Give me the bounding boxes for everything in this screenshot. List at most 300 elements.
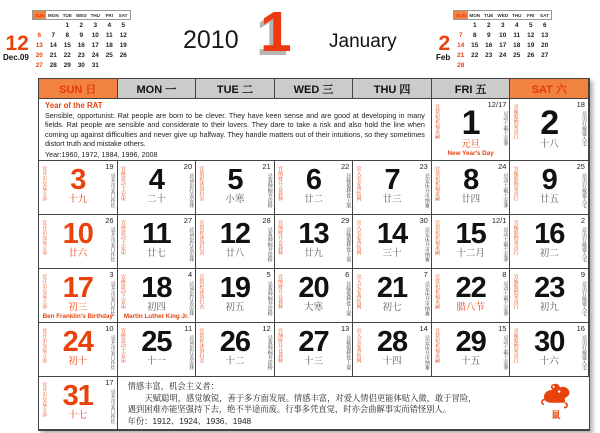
lunar-label: 十二月: [456, 248, 485, 259]
day-cell-5: [196, 161, 275, 215]
day-cell-25: [118, 323, 197, 377]
mini-weekday-tue: TUE: [60, 11, 74, 20]
lunar-day-corner: 5: [266, 270, 271, 279]
lunar-day-corner: 2: [580, 216, 585, 225]
lunar-day-corner: 22: [340, 162, 350, 171]
mini-weekday-thu: THU: [88, 11, 102, 20]
day-cell-27: [275, 323, 354, 377]
rat-intro-years: Year:1960, 1972, 1984, 1996, 2008: [45, 149, 158, 159]
mini-day-empty: [496, 60, 510, 70]
day-cell-23: [510, 269, 589, 323]
almanac-yi-column: 宜开市交易立券: [41, 382, 48, 417]
mini-day-empty: [116, 60, 130, 70]
lunar-day-corner: 6: [345, 270, 350, 279]
year-label: 2010: [183, 26, 239, 54]
lunar-label: 腊八节: [456, 302, 485, 313]
day-number: 26: [219, 326, 251, 358]
almanac-ji-column: 忌出行嫁娶入宅: [580, 227, 587, 262]
day-cell-19: [196, 269, 275, 323]
lunar-day-corner: 13: [340, 324, 350, 333]
mini-day-23: 23: [485, 51, 493, 59]
almanac-yi-column: 宜嫁娶纳采出行: [512, 104, 519, 139]
almanac-yi-column: 宜嫁娶纳采出行: [512, 220, 519, 255]
almanac-ji-column: 忌嫁娶移徙上梁: [345, 227, 352, 262]
lunar-day-corner: 15: [498, 324, 507, 333]
almanac-ji-column: 忌开市安门作灶: [109, 227, 116, 262]
almanac-yi-column: 宜祭祀祈福求嗣: [434, 166, 441, 201]
mini-day-9: 9: [486, 31, 491, 39]
mini-day-25: 25: [105, 51, 113, 59]
mini-day-18: 18: [513, 41, 521, 49]
lunar-label: 十七: [68, 410, 88, 421]
day-cell-17: [39, 269, 118, 323]
almanac-ji-column: 忌出行嫁娶入宅: [580, 173, 587, 208]
day-cell-6: [275, 161, 354, 215]
lunar-label: 大寒: [303, 302, 323, 313]
lunar-day-corner: 21: [262, 162, 271, 171]
almanac-yi-column: 宜祭祀祈福求嗣: [434, 328, 441, 363]
day-number: 20: [298, 272, 329, 304]
mini-weekday-thu: THU: [510, 11, 524, 20]
almanac-ji-column: 忌开市安门作灶: [109, 389, 116, 424]
lunar-label: 初九: [539, 302, 559, 313]
lunar-label: 廿二: [303, 194, 323, 205]
mini-day-empty: [454, 20, 468, 31]
mini-day-15: 15: [63, 41, 71, 49]
mini-day-28: 28: [49, 61, 57, 69]
mini-day-21: 21: [457, 51, 465, 59]
day-cell-9: [510, 161, 589, 215]
weekday-header-6: SAT 六: [510, 79, 589, 99]
month-number-big: 1: [260, 0, 292, 64]
mini-day-14: 14: [457, 41, 465, 49]
mini-weekday-sun: SUN: [454, 11, 468, 20]
holiday-label: New Year's Day: [447, 150, 494, 158]
almanac-ji-column: 忌嫁娶移徙上梁: [345, 173, 352, 208]
lunar-label: 十一: [146, 356, 166, 367]
mini-day-26: 26: [119, 51, 127, 59]
day-number: 1: [461, 104, 480, 142]
weekday-header-1: MON 一: [118, 79, 197, 99]
almanac-yi-column: 宜祭祀沐浴扫舍: [198, 220, 205, 255]
mini-weekday-sat: SAT: [538, 11, 552, 20]
lunar-label: 初十: [68, 356, 88, 367]
lunar-label: 十六: [539, 356, 559, 367]
lunar-label: 廿四: [461, 194, 481, 205]
day-cell-7: [353, 161, 432, 215]
almanac-yi-column: 宜祭祀祈福求嗣: [434, 274, 441, 309]
mini-day-empty: [102, 60, 116, 70]
mini-day-empty: [32, 20, 46, 31]
lunar-day-corner: 20: [183, 162, 193, 171]
mini-day-empty: [482, 60, 496, 70]
lunar-label: 三十: [382, 248, 402, 259]
dec-month-text: Dec.09: [3, 53, 29, 62]
day-cell-3: [39, 161, 118, 215]
mini-day-17: 17: [499, 41, 507, 49]
mini-day-10: 10: [91, 31, 99, 39]
almanac-ji-column: 忌开市安门作灶: [109, 335, 116, 370]
lunar-day-corner: 7: [423, 270, 428, 279]
lunar-day-corner: 24: [498, 162, 507, 171]
mini-day-2: 2: [486, 21, 491, 29]
almanac-yi-column: 宜开市交易立券: [41, 220, 48, 255]
almanac-yi-column: 宜入宅安香结网: [355, 220, 362, 255]
lunar-label: 初三: [68, 302, 88, 313]
almanac-ji-column: 忌出行嫁娶入宅: [580, 335, 587, 370]
lunar-label: 初四: [146, 302, 166, 313]
mini-day-15: 15: [471, 41, 479, 49]
lunar-day-corner: 4: [187, 270, 193, 279]
almanac-ji-column: 忌嫁娶移徙上梁: [345, 281, 352, 316]
almanac-ji-column: 忌栽种掘井造桥: [266, 281, 273, 316]
almanac-yi-column: 宜入宅安香结网: [355, 166, 362, 201]
mini-weekday-fri: FRI: [524, 11, 538, 20]
mini-day-19: 19: [119, 41, 127, 49]
mini-day-24: 24: [91, 51, 99, 59]
day-cell-12: [196, 215, 275, 269]
almanac-ji-column: 忌词讼行丧安葬: [188, 173, 195, 208]
day-cell-22: [432, 269, 511, 323]
mini-calendar-dec-table: [32, 10, 131, 70]
mini-weekday-wed: WED: [75, 12, 87, 18]
almanac-yi-column: 宜纳财开仓栽种: [276, 220, 283, 255]
day-number: 13: [298, 218, 329, 250]
mini-day-empty: [524, 60, 538, 70]
lunar-day-corner: 3: [109, 270, 114, 279]
rat-intro-title: Year of the RAT: [45, 101, 103, 110]
bottom-line: 遇到困难亦能坚强持下去，绝不半途而废。行事多凭直觉，时亦会曲解事实而错怪别人。: [127, 404, 452, 415]
mini-calendar-feb-table: [453, 10, 552, 70]
almanac-yi-column: 宜嫁娶纳采出行: [512, 274, 519, 309]
mini-day-8: 8: [65, 31, 70, 39]
day-cell-15: [432, 215, 511, 269]
lunar-label: 廿七: [146, 248, 166, 259]
almanac-ji-column: 忌动土破土安葬: [502, 111, 509, 146]
day-cell-21: [353, 269, 432, 323]
almanac-ji-column: 忌栽种掘井造桥: [266, 227, 273, 262]
mini-weekday-tue: TUE: [482, 11, 496, 20]
rat-personality-text-block: [118, 377, 589, 430]
day-cell-20: [275, 269, 354, 323]
almanac-yi-column: 宜修造动土安床: [119, 166, 126, 201]
almanac-yi-column: 宜祭祀祈福求嗣: [434, 220, 441, 255]
mini-day-11: 11: [105, 31, 113, 39]
mini-day-17: 17: [91, 41, 99, 49]
mini-day-6: 6: [37, 31, 42, 39]
lunar-label: 廿八: [225, 248, 245, 259]
mini-day-5: 5: [528, 21, 533, 29]
almanac-ji-column: 忌动土破土安葬: [502, 173, 509, 208]
almanac-yi-column: 宜纳财开仓栽种: [276, 274, 283, 309]
mini-day-24: 24: [499, 51, 507, 59]
mini-day-16: 16: [485, 41, 493, 49]
day-number: 17: [62, 272, 93, 304]
lunar-label: 初七: [382, 302, 402, 313]
day-cell-13: [275, 215, 354, 269]
mini-day-26: 26: [527, 51, 535, 59]
day-number: 19: [219, 272, 251, 304]
day-number: 4: [148, 164, 164, 196]
weekday-header-0: SUN 日: [39, 79, 118, 99]
mini-calendar-next-month: [436, 10, 552, 70]
mini-day-3: 3: [500, 21, 505, 29]
day-number: 15: [455, 218, 486, 250]
day-number: 3: [70, 164, 86, 196]
mini-weekday-wed: WED: [497, 12, 509, 18]
almanac-yi-column: 宜入宅安香结网: [355, 328, 362, 363]
almanac-yi-column: 宜嫁娶纳采出行: [512, 166, 519, 201]
mini-day-6: 6: [542, 21, 547, 29]
rat-character-label: 鼠: [551, 410, 561, 421]
mini-day-28: 28: [457, 61, 465, 69]
almanac-yi-column: 宜开市交易立券: [41, 328, 48, 363]
mini-day-16: 16: [77, 41, 85, 49]
mini-day-13: 13: [541, 31, 549, 39]
mini-day-1: 1: [472, 21, 477, 29]
day-number: 9: [541, 164, 557, 196]
month-name: January: [329, 31, 397, 52]
day-number: 24: [62, 326, 93, 358]
rat-intro-body: Sensible, opportunist: Rat people are born to be clever. They have keen sense and are good at developing in many fields. Rat people are sensible and considerate to their lovers. They dare to take a risk and also hold the line when coming up against difficulties and never give up halfway. They handle matters out of their intuitions, so they sometimes distort truth and mistake others.: [45, 111, 425, 149]
lunar-day-corner: 27: [183, 216, 193, 225]
lunar-day-corner: 17: [105, 378, 114, 387]
lunar-label: 十三: [303, 356, 323, 367]
almanac-yi-column: 宜修造动土安床: [119, 274, 126, 309]
mini-day-5: 5: [121, 21, 126, 29]
rat-papercut-icon: [537, 378, 575, 410]
almanac-ji-column: 忌安床开市纳畜: [423, 281, 430, 316]
almanac-ji-column: 忌开市安门作灶: [109, 173, 116, 208]
day-number: 18: [141, 272, 172, 304]
day-cell-14: [353, 215, 432, 269]
mini-day-21: 21: [49, 51, 57, 59]
day-number: 2: [540, 104, 559, 142]
mini-day-27: 27: [541, 51, 549, 59]
day-number: 22: [455, 272, 486, 304]
day-number: 7: [384, 164, 400, 196]
lunar-label: 十九: [68, 194, 88, 205]
mini-day-8: 8: [472, 31, 477, 39]
lunar-day-corner: 30: [419, 216, 428, 225]
mini-day-2: 2: [79, 21, 84, 29]
mini-day-11: 11: [513, 31, 521, 39]
mini-day-13: 13: [35, 41, 43, 49]
almanac-ji-column: 忌词讼行丧安葬: [188, 335, 195, 370]
mini-day-1: 1: [65, 21, 70, 29]
day-number: 27: [298, 326, 329, 358]
almanac-ji-column: 忌出行嫁娶入宅: [580, 281, 587, 316]
top-bar: [0, 0, 600, 78]
calendar-grid: [38, 78, 590, 431]
mini-day-22: 22: [63, 51, 71, 59]
lunar-day-corner: 16: [576, 324, 585, 333]
bottom-line: 情感丰富，机会主义者：: [127, 381, 219, 391]
lunar-label: 十五: [461, 356, 481, 367]
day-cell-16: [510, 215, 589, 269]
day-cell-11: [118, 215, 197, 269]
mini-day-3: 3: [93, 21, 98, 29]
almanac-ji-column: 忌动土破土安葬: [502, 335, 509, 370]
bottom-line: 年份：1912、1924、1936、1948: [127, 415, 252, 426]
mini-day-4: 4: [514, 21, 519, 29]
day-cell-1: [432, 99, 511, 161]
lunar-day-corner: 26: [105, 216, 114, 225]
day-cell-18: [118, 269, 197, 323]
lunar-label: 初五: [225, 302, 245, 313]
almanac-yi-column: 宜纳财开仓栽种: [276, 328, 283, 363]
lunar-day-corner: 28: [262, 216, 271, 225]
mini-calendar-dec-label: [3, 32, 32, 70]
almanac-yi-column: 宜祭祀沐浴扫舍: [198, 166, 205, 201]
almanac-ji-column: 忌安床开市纳畜: [423, 227, 430, 262]
mini-day-23: 23: [77, 51, 85, 59]
day-number: 6: [305, 164, 322, 196]
lunar-day-corner: 12/1: [491, 216, 507, 225]
mini-day-4: 4: [107, 21, 112, 29]
mini-weekday-fri: FRI: [102, 11, 116, 20]
almanac-yi-column: 宜纳财开仓栽种: [276, 166, 283, 201]
mini-weekday-sat: SAT: [116, 11, 130, 20]
day-cell-30: [510, 323, 589, 377]
day-cell-4: [118, 161, 197, 215]
day-number: 21: [376, 272, 408, 304]
mini-day-19: 19: [527, 41, 535, 49]
lunar-label: 小寒: [225, 194, 245, 205]
almanac-yi-column: 宜修造动土安床: [119, 328, 126, 363]
holiday-label: Martin Luther King Jr.: [123, 313, 189, 321]
weekday-header-3: WED 三: [275, 79, 354, 99]
lunar-day-corner: 12/17: [487, 100, 507, 109]
lunar-label: 廿五: [539, 194, 559, 205]
day-cell-2: [510, 99, 589, 161]
day-cell-8: [432, 161, 511, 215]
mini-day-12: 12: [527, 31, 535, 39]
day-number: 28: [376, 326, 408, 358]
day-cell-24: [39, 323, 118, 377]
mini-day-empty: [538, 60, 552, 70]
weekday-header-2: TUE 二: [196, 79, 275, 99]
lunar-label: 初二: [539, 248, 559, 259]
almanac-ji-column: 忌安床开市纳畜: [423, 335, 430, 370]
lunar-label: 十二: [225, 356, 245, 367]
mini-day-30: 30: [77, 61, 85, 69]
almanac-ji-column: 忌安床开市纳畜: [423, 173, 430, 208]
day-number: 25: [141, 326, 172, 358]
almanac-yi-column: 宜嫁娶纳采出行: [512, 328, 519, 363]
lunar-label: 十四: [382, 356, 402, 367]
day-number: 31: [62, 380, 93, 412]
mini-day-empty: [510, 60, 524, 70]
weekday-header-5: FRI 五: [432, 79, 511, 99]
mini-day-20: 20: [541, 41, 549, 49]
day-number: 23: [534, 272, 565, 304]
lunar-day-corner: 14: [419, 324, 428, 333]
almanac-yi-column: 宜祭祀沐浴扫舍: [198, 274, 205, 309]
lunar-day-corner: 18: [576, 100, 585, 109]
almanac-yi-column: 宜开市交易立券: [41, 274, 48, 309]
day-cell-28: [353, 323, 432, 377]
lunar-day-corner: 19: [105, 162, 114, 171]
mini-day-22: 22: [471, 51, 479, 59]
mini-day-20: 20: [35, 51, 43, 59]
almanac-ji-column: 忌出行嫁娶入宅: [580, 111, 587, 146]
mini-day-29: 29: [63, 61, 71, 69]
feb-month-text: Feb: [436, 53, 451, 62]
day-cell-10: [39, 215, 118, 269]
lunar-label: 十八: [539, 139, 559, 150]
almanac-ji-column: 忌栽种掘井造桥: [266, 173, 273, 208]
almanac-ji-column: 忌词讼行丧安葬: [188, 227, 195, 262]
almanac-yi-column: 宜祭祀祈福求嗣: [434, 104, 441, 139]
lunar-day-corner: 8: [502, 270, 507, 279]
almanac-yi-column: 宜祭祀沐浴扫舍: [198, 328, 205, 363]
day-number: 12: [219, 218, 251, 250]
almanac-yi-column: 宜开市交易立券: [41, 166, 48, 201]
mini-day-18: 18: [105, 41, 113, 49]
mini-day-10: 10: [499, 31, 507, 39]
lunar-day-corner: 29: [340, 216, 350, 225]
almanac-ji-column: 忌动土破土安葬: [502, 281, 509, 316]
lunar-day-corner: 23: [419, 162, 428, 171]
almanac-ji-column: 忌动土破土安葬: [502, 227, 509, 262]
lunar-label: 廿九: [303, 248, 323, 259]
mini-weekday-mon: MON: [47, 12, 59, 18]
year-of-rat-intro: [39, 99, 432, 161]
mini-day-7: 7: [458, 31, 463, 39]
mini-day-empty: [468, 60, 482, 70]
lunar-day-corner: 10: [105, 324, 114, 333]
lunar-day-corner: 9: [580, 270, 585, 279]
mini-day-25: 25: [513, 51, 521, 59]
almanac-ji-column: 忌开市安门作灶: [109, 281, 116, 316]
almanac-ji-column: 忌嫁娶移徙上梁: [345, 335, 352, 370]
lunar-day-corner: 25: [576, 162, 585, 171]
lunar-label: 廿六: [68, 248, 88, 259]
almanac-ji-column: 忌栽种掘井造桥: [266, 335, 273, 370]
mini-calendar-previous-month: [3, 10, 131, 70]
day-number: 11: [142, 218, 171, 250]
mini-calendar-feb-label: [436, 32, 453, 70]
almanac-yi-column: 宜修造动土安床: [119, 220, 126, 255]
day-number: 16: [534, 218, 565, 250]
day-cell-31: [39, 377, 118, 430]
mini-day-7: 7: [51, 31, 56, 39]
mini-weekday-mon: MON: [469, 12, 481, 18]
mini-day-empty: [46, 20, 60, 31]
mini-day-12: 12: [119, 31, 127, 39]
holiday-label: Ben Franklin's Birthday: [42, 313, 113, 321]
day-number: 30: [534, 326, 565, 358]
lunar-label: 二十: [146, 194, 166, 205]
day-number: 29: [455, 326, 486, 358]
lunar-day-corner: 12: [262, 324, 271, 333]
day-cell-29: [432, 323, 511, 377]
mini-day-9: 9: [79, 31, 84, 39]
feb-month-number: 2: [438, 32, 451, 56]
mini-day-27: 27: [35, 61, 43, 69]
rat-zodiac-icon: [535, 378, 577, 420]
mini-weekday-sun: SUN: [32, 11, 46, 20]
dec-month-number: 12: [5, 32, 29, 56]
day-number: 8: [463, 164, 479, 196]
bottom-line: 天赋聪明，感觉敏锐，善于多方面发展。情感丰富，对爱人情侣更能体贴入微，敢于冒险，: [144, 392, 477, 403]
lunar-day-corner: 11: [184, 324, 193, 333]
almanac-yi-column: 宜入宅安香结网: [355, 274, 362, 309]
almanac-ji-column: 忌词讼行丧安葬: [188, 281, 195, 316]
mini-day-14: 14: [49, 41, 57, 49]
day-number: 5: [227, 164, 243, 196]
